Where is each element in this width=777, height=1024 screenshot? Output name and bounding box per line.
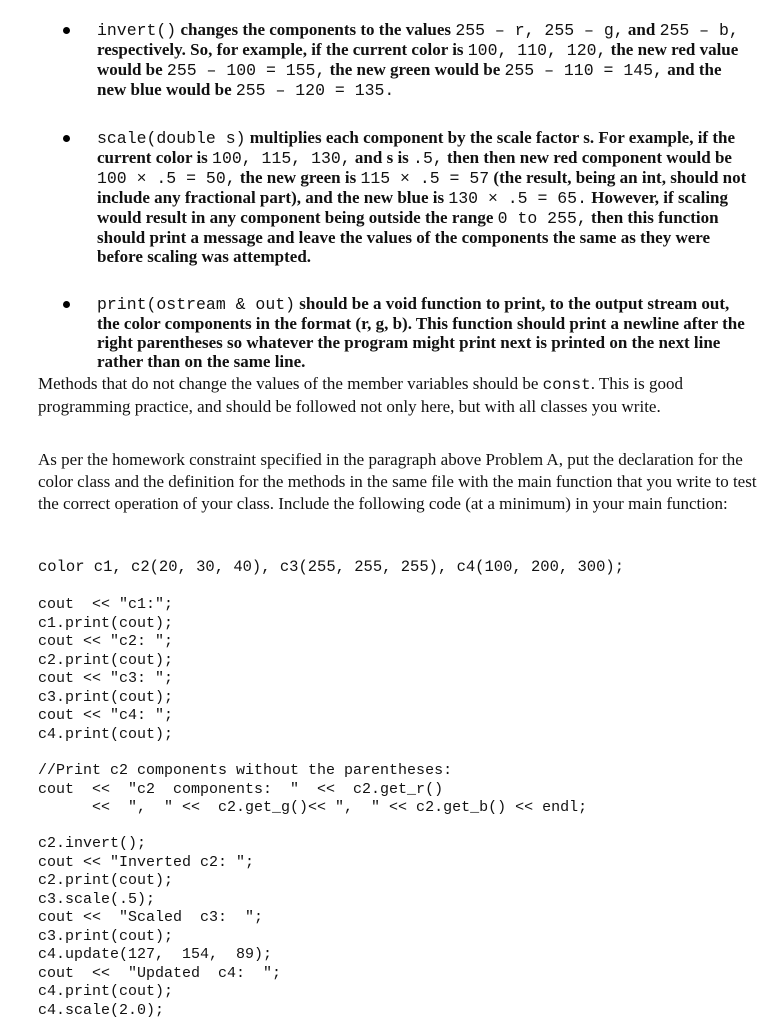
code-line: cout << "c4: "; [38, 707, 174, 724]
inline-code: 100, 110, 120, [467, 41, 607, 60]
inline-code: scale(double s) [97, 129, 246, 148]
bullet-scale [0, 128, 777, 266]
text-segment: respectively. So, for example, if the current color is [97, 40, 468, 59]
bullet-dot [63, 301, 70, 308]
code-line: cout << "Updated c4: "; [38, 964, 282, 982]
inline-code: 255 – 110 = 145, [504, 61, 663, 80]
text-segment: multiplies each component by the scale factor s. For example, if the current color is [97, 128, 736, 167]
code-line: c1.print(cout); [38, 614, 174, 632]
const-paragraph [38, 373, 758, 418]
text-segment: and the new blue would be [97, 60, 722, 99]
code-line: cout << "c3: "; [38, 670, 174, 687]
text-segment: However, if scaling would result in any component being outside the range [97, 188, 729, 227]
code-line: cout << "c2 components: " << c2.get_r() [38, 780, 444, 798]
const-paragraph-before: Methods that do not change the values of the member variables should be [38, 374, 543, 393]
code-declaration: color c1, c2(20, 30, 40), c3(255, 255, 255), c4(100, 200, 300); [38, 558, 624, 576]
inline-code: 100, 115, 130, [212, 149, 351, 168]
bullet-print [0, 294, 777, 371]
code-line: c4.print(cout); [38, 983, 174, 1000]
code-line: << ", " << c2.get_g()<< ", " << c2.get_b() << endl; [38, 799, 588, 816]
inline-code: invert() [97, 21, 177, 40]
code-line: c2.invert(); [38, 835, 147, 852]
text-segment: the new green would be [325, 60, 505, 79]
inline-code: 100 × .5 = 50, [97, 169, 236, 188]
inline-code: 255 – r, 255 – g, [455, 21, 624, 40]
inline-code: 0 to 255, [497, 209, 587, 228]
code-line: c4.update(127, 154, 89); [38, 946, 273, 963]
code-line: cout << "Scaled c3: "; [38, 909, 264, 926]
code-line: //Print c2 components without the parentheses: [38, 762, 453, 779]
code-line: c3.scale(.5); [38, 890, 156, 908]
code-line: c2.print(cout); [38, 872, 174, 889]
inline-code: 130 × .5 = 65. [448, 189, 587, 208]
inline-code: print(ostream & out) [97, 295, 296, 314]
text-segment: and s is [350, 148, 414, 167]
text-segment: then then new red component would be [442, 148, 732, 167]
code-line: cout << "c1:"; [38, 596, 174, 613]
text-segment: the new red value would be [97, 40, 739, 79]
instructions-paragraph: As per the homework constraint specified in the paragraph above Problem A, put the declaration for the color class and the definition for the methods in the same file with the main function that you write to test the correct operation of your class. Include the following code (at a minimum) in your main function: [38, 450, 757, 513]
text-segment: should be a void function to print, to the output stream out, the color components in the format (r, g, b). This function should print a newline after the right parentheses so whatever the program might print next is printed on the next line rather than on the same line. [97, 294, 745, 371]
code-line: c4.scale(2.0); [38, 1001, 165, 1019]
inline-code: 115 × .5 = 57 [360, 169, 490, 188]
inline-code: 255 – b, [659, 21, 739, 40]
bullet-dot [63, 135, 70, 142]
bullet-dot [63, 27, 70, 34]
bullet-invert [0, 20, 777, 100]
code-line: cout << "c2: "; [38, 633, 174, 650]
text-segment: the new green is [235, 168, 361, 187]
bullet-text [97, 294, 745, 371]
text-segment: (the result, being an int, should not include any fractional part), and the new blue is [97, 168, 747, 207]
text-segment: and [623, 20, 660, 39]
inline-code: 255 – 120 = 135. [235, 81, 395, 100]
inline-code: .5, [413, 149, 443, 168]
code-block-print [38, 596, 173, 744]
const-keyword: const [542, 376, 591, 394]
bullet-text [97, 20, 739, 99]
text-segment: then this function should print a message and leave the values of the components the same as they were before scaling was attempted. [97, 208, 719, 266]
inline-code: 255 – 100 = 155, [166, 61, 326, 80]
bullet-list [0, 14, 777, 371]
code-block-components [38, 762, 587, 818]
code-block-operations [38, 835, 281, 1020]
code-line: c4.print(cout); [38, 725, 174, 743]
code-line: c3.print(cout); [38, 927, 174, 945]
bullet-text [97, 128, 746, 266]
code-line: cout << "Inverted c2: "; [38, 853, 255, 871]
code-line: c2.print(cout); [38, 651, 174, 669]
const-paragraph-after: . This is good programming practice, and should be followed not only here, but with all classes you write. [38, 374, 683, 416]
text-segment: changes the components to the values [176, 20, 456, 39]
code-line: c3.print(cout); [38, 688, 174, 706]
